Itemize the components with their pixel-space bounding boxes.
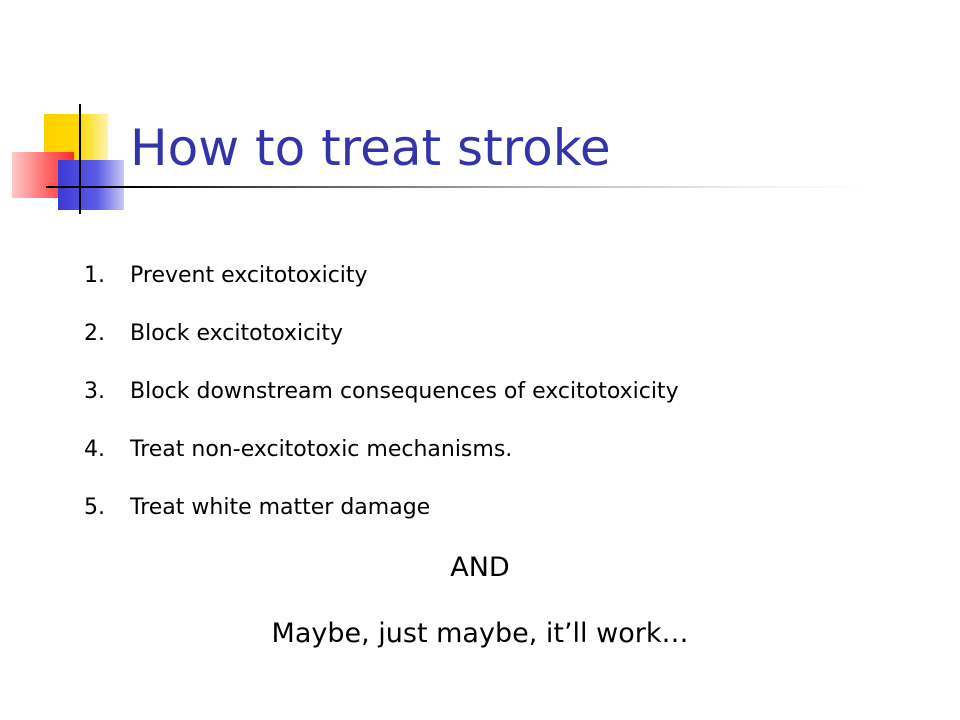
list-item <box>84 372 679 430</box>
closing-text: Maybe, just maybe, it’ll work… <box>271 618 689 649</box>
numbered-list <box>84 256 679 546</box>
list-item-number: 2. <box>84 321 105 346</box>
list-item-number: 3. <box>84 379 105 404</box>
list-item-number: 4. <box>84 437 105 462</box>
list-item-text: Block excitotoxicity <box>130 321 343 346</box>
decorative-vertical-line <box>79 104 81 214</box>
list-item-text: Block downstream consequences of excitotoxicity <box>130 379 679 404</box>
list-item-text: Treat non-excitotoxic mechanisms. <box>130 437 513 462</box>
connector-text: AND <box>450 552 510 583</box>
title-underline <box>46 186 866 188</box>
list-item <box>84 256 679 314</box>
list-item <box>84 430 679 488</box>
list-item-number: 5. <box>84 495 105 520</box>
decorative-blue-square <box>58 160 124 210</box>
list-item-number: 1. <box>84 263 105 288</box>
list-item <box>84 488 679 546</box>
list-item-text: Prevent excitotoxicity <box>130 263 368 288</box>
slide-title: How to treat stroke <box>130 119 611 177</box>
list-item-text: Treat white matter damage <box>130 495 431 520</box>
list-item <box>84 314 679 372</box>
